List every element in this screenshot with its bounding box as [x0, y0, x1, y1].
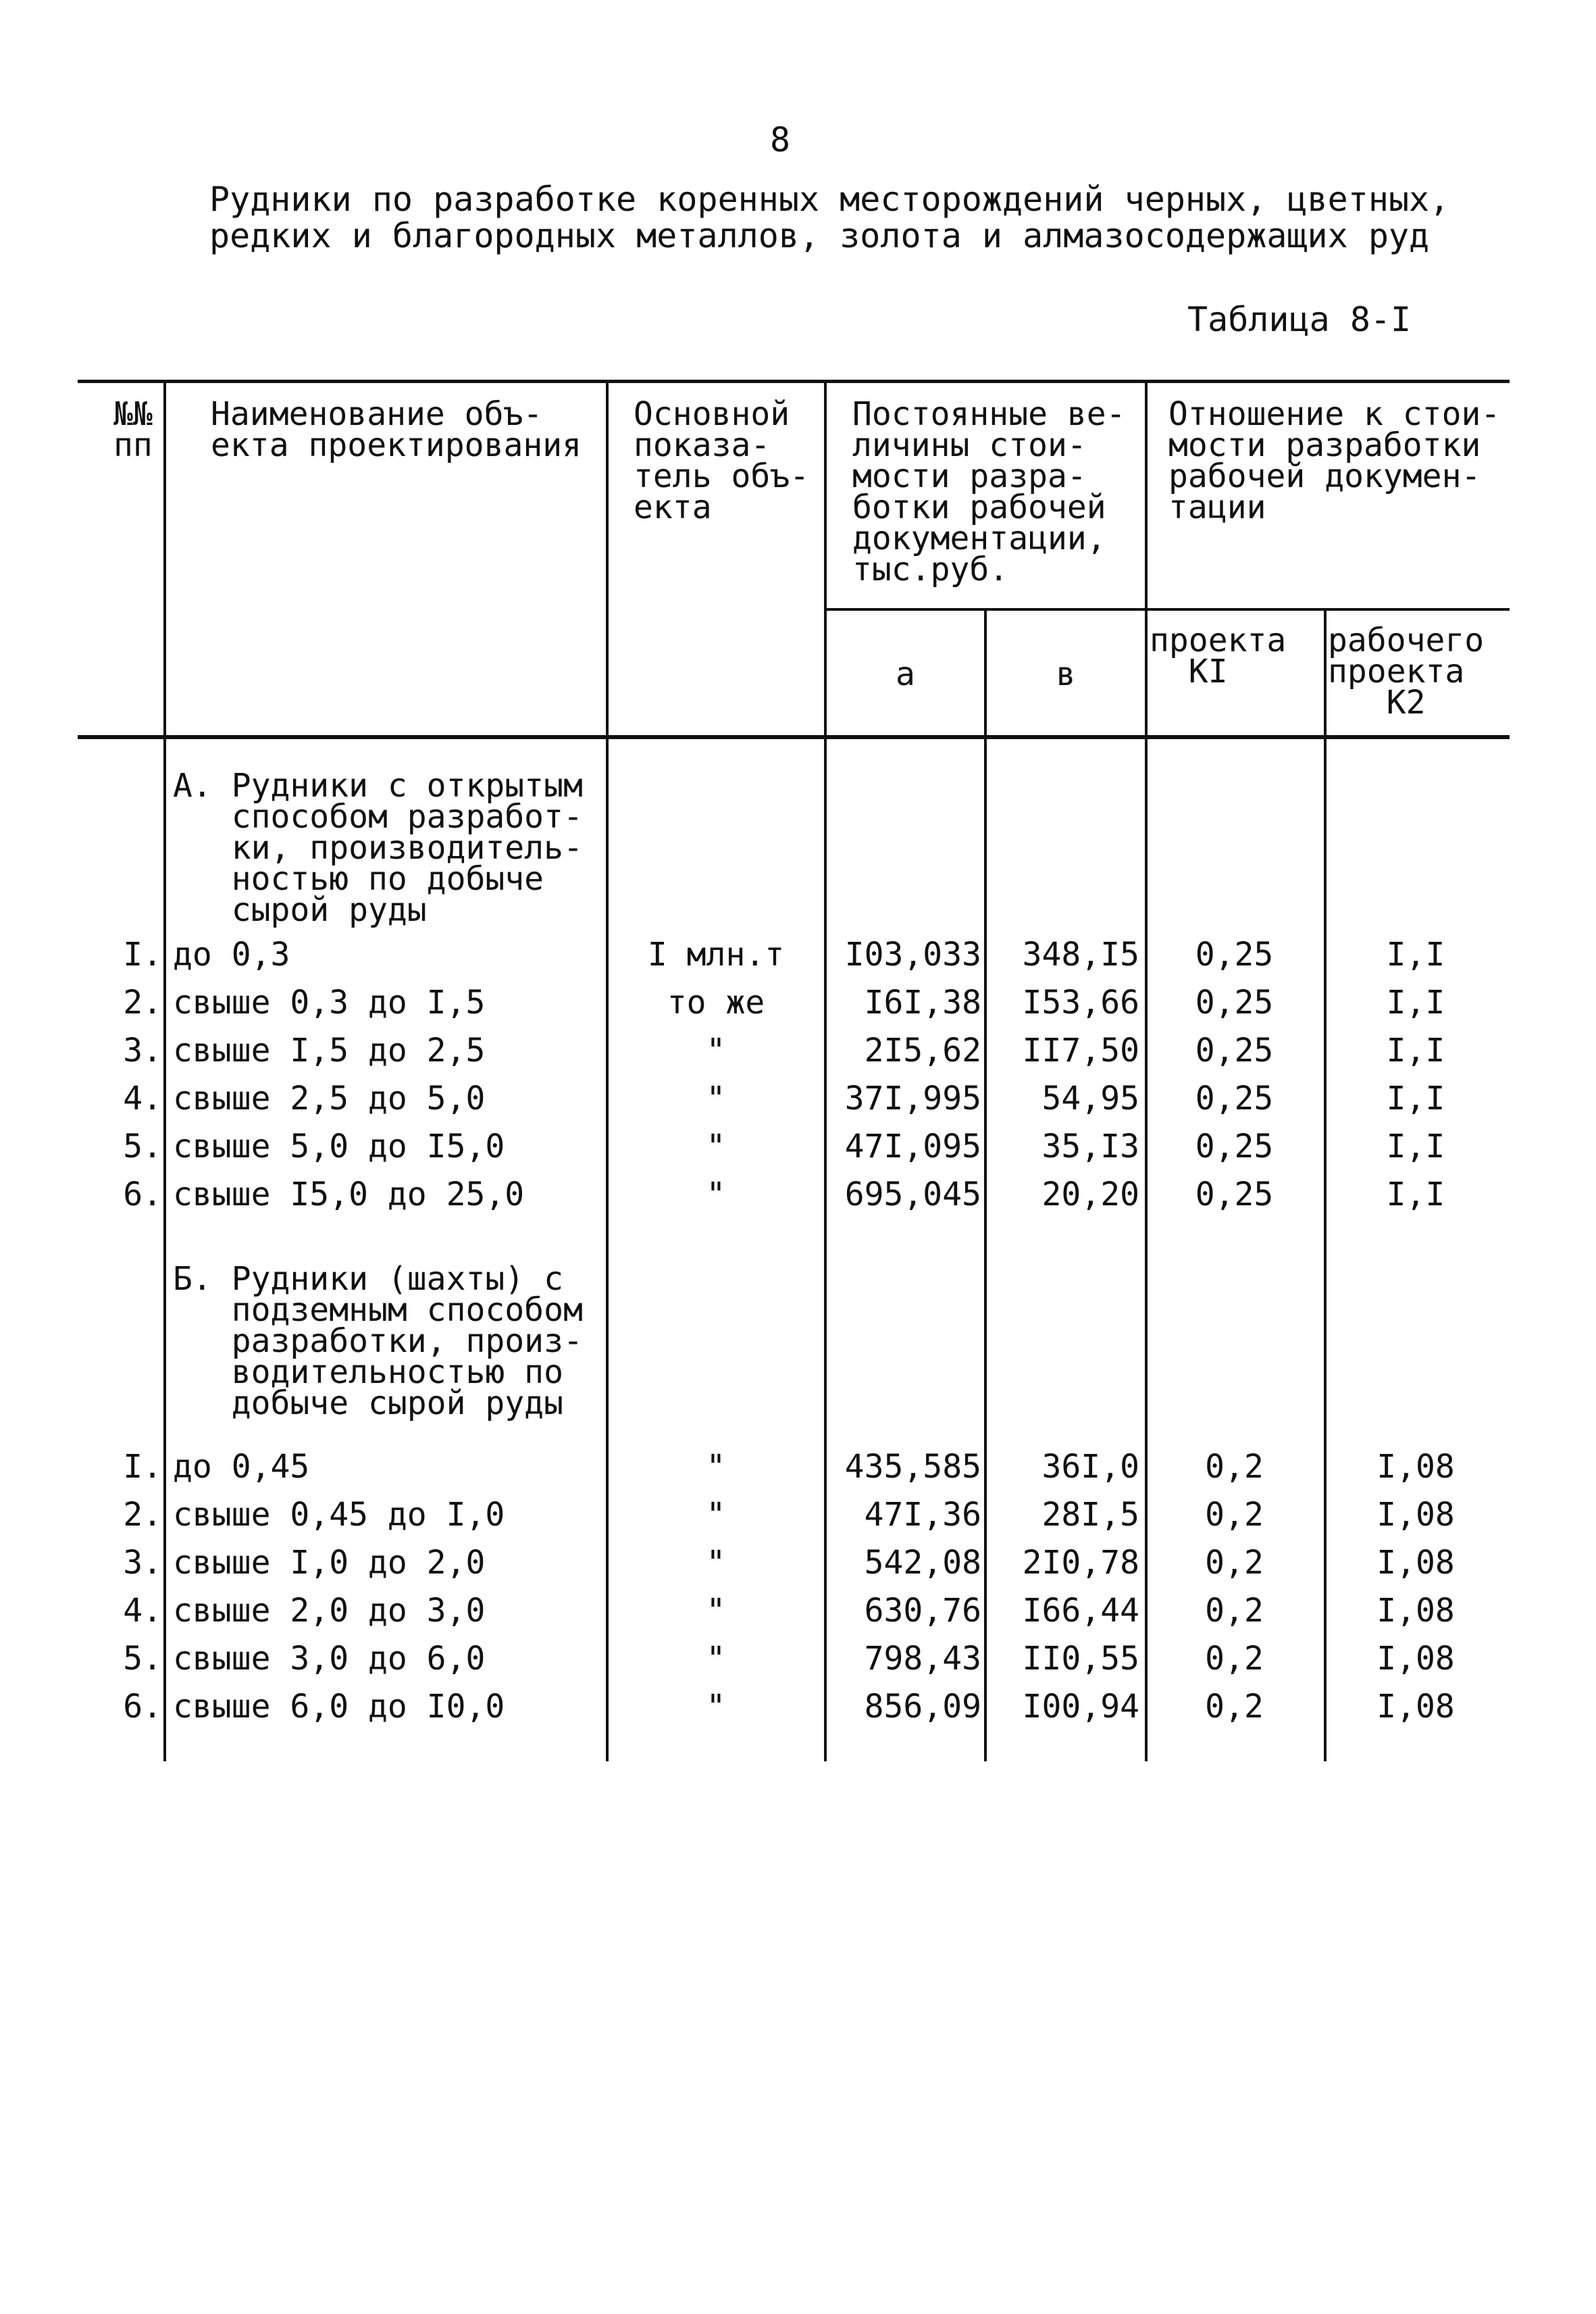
row-indicator: " [706, 1128, 726, 1165]
row-ratio-k1: 0,2 [1205, 1688, 1264, 1726]
row-number: I. [123, 1448, 162, 1486]
row-value-b: 2I0,78 [1022, 1544, 1139, 1582]
row-ratio-k2: I,I [1386, 1080, 1445, 1117]
row-ratio-k2: I,I [1386, 1128, 1445, 1165]
row-indicator: " [706, 1448, 726, 1486]
row-ratio-k2: I,08 [1376, 1544, 1455, 1582]
row-number: I. [123, 936, 162, 974]
row-number: 4. [123, 1592, 162, 1630]
row-number: 2. [123, 984, 162, 1022]
row-ratio-k1: 0,2 [1205, 1640, 1264, 1678]
row-indicator: " [706, 1592, 726, 1630]
title-line-1: Рудники по разработке коренных месторождений черных, цветных, [209, 180, 1450, 219]
row-value-b: 28I,5 [1041, 1496, 1139, 1534]
table-top-rule [78, 380, 1510, 383]
header-object-name: Наименование объ- екта проектирования [211, 395, 582, 464]
row-number: 6. [123, 1176, 162, 1213]
header-constant-values: Постоянные ве- личины стои- мости разра- ботки рабочей документации, тыс.руб. [852, 395, 1126, 588]
row-value-b: 35,I3 [1041, 1128, 1139, 1165]
row-value-a: 798,43 [864, 1640, 981, 1678]
row-value-a: I03,033 [844, 936, 981, 974]
row-object-name: свыше 2,0 до 3,0 [173, 1592, 486, 1630]
row-ratio-k2: I,08 [1376, 1592, 1455, 1630]
col-rule-1 [163, 382, 166, 1761]
row-ratio-k1: 0,25 [1195, 984, 1274, 1022]
col-rule-6 [1324, 609, 1327, 1761]
row-number: 6. [123, 1688, 162, 1726]
row-indicator: " [706, 1496, 726, 1534]
row-object-name: свыше I5,0 до 25,0 [173, 1176, 525, 1213]
row-number: 3. [123, 1032, 162, 1070]
row-ratio-k1: 0,25 [1195, 1176, 1274, 1213]
title-line-2: редких и благородных металлов, золота и алмазосодержащих руд [209, 216, 1430, 255]
row-object-name: свыше 0,45 до I,0 [173, 1496, 505, 1534]
header-number: №№ пп [113, 395, 153, 464]
row-ratio-k1: 0,25 [1195, 936, 1274, 974]
row-number: 3. [123, 1544, 162, 1582]
row-value-a: 47I,36 [864, 1496, 981, 1534]
row-indicator: " [706, 1688, 726, 1726]
row-ratio-k1: 0,2 [1205, 1448, 1264, 1486]
header-main-indicator: Основной показа- тель объ- екта [634, 395, 810, 526]
row-value-b: 54,95 [1041, 1080, 1139, 1117]
row-ratio-k2: I,08 [1376, 1496, 1455, 1534]
row-ratio-k2: I,08 [1376, 1688, 1455, 1726]
row-value-a: 2I5,62 [864, 1032, 981, 1070]
row-indicator: I млн.т [647, 936, 785, 974]
row-value-a: 37I,995 [844, 1080, 981, 1117]
header-cost-ratio: Отношение к стои- мости разработки рабочей докумен- тации [1168, 395, 1501, 526]
row-value-a: 630,76 [864, 1592, 981, 1630]
row-ratio-k2: I,I [1386, 984, 1445, 1022]
row-ratio-k1: 0,25 [1195, 1032, 1274, 1070]
row-value-b: II0,55 [1022, 1640, 1139, 1678]
row-object-name: свыше I,0 до 2,0 [173, 1544, 486, 1582]
row-object-name: свыше 5,0 до I5,0 [173, 1128, 505, 1165]
row-indicator: " [706, 1080, 726, 1117]
page-number: 8 [770, 120, 791, 159]
header-bottom-rule [78, 735, 1510, 739]
col-rule-5 [1145, 382, 1148, 1761]
header-col-a: а [896, 655, 915, 693]
row-indicator: " [706, 1176, 726, 1213]
section-a-title: А. Рудники с открытым способом разработ- ки, производитель- ностью по добыче сырой руды [173, 767, 583, 929]
row-indicator: " [706, 1032, 726, 1070]
row-number: 4. [123, 1080, 162, 1117]
row-value-b: I66,44 [1022, 1592, 1139, 1630]
row-ratio-k2: I,08 [1376, 1448, 1455, 1486]
row-indicator: то же [667, 984, 765, 1022]
row-value-a: 856,09 [864, 1688, 981, 1726]
row-object-name: свыше 0,3 до I,5 [173, 984, 486, 1022]
row-ratio-k1: 0,25 [1195, 1080, 1274, 1117]
row-object-name: до 0,3 [173, 936, 290, 974]
header-col-k2: рабочего проекта К2 [1328, 622, 1485, 722]
row-value-a: 542,08 [864, 1544, 981, 1582]
row-object-name: свыше 6,0 до I0,0 [173, 1688, 505, 1726]
row-value-b: I53,66 [1022, 984, 1139, 1022]
row-ratio-k1: 0,2 [1205, 1496, 1264, 1534]
row-indicator: " [706, 1640, 726, 1678]
header-col-k1: проекта КI [1150, 622, 1287, 690]
row-object-name: свыше 2,5 до 5,0 [173, 1080, 486, 1117]
subheader-rule [826, 608, 1510, 611]
row-value-b: 36I,0 [1041, 1448, 1139, 1486]
row-object-name: до 0,45 [173, 1448, 310, 1486]
row-ratio-k2: I,I [1386, 1176, 1445, 1213]
row-ratio-k1: 0,2 [1205, 1544, 1264, 1582]
row-value-a: I6I,38 [864, 984, 981, 1022]
section-b-title: Б. Рудники (шахты) с подземным способом разработки, произ- водительностью по добыче сырой руды [173, 1260, 583, 1422]
col-rule-2 [606, 382, 609, 1761]
row-ratio-k2: I,I [1386, 936, 1445, 974]
row-value-b: 348,I5 [1022, 936, 1139, 974]
row-number: 2. [123, 1496, 162, 1534]
row-number: 5. [123, 1640, 162, 1678]
row-object-name: свыше 3,0 до 6,0 [173, 1640, 486, 1678]
row-ratio-k2: I,I [1386, 1032, 1445, 1070]
col-rule-4 [984, 609, 987, 1761]
row-value-b: I00,94 [1022, 1688, 1139, 1726]
row-indicator: " [706, 1544, 726, 1582]
row-value-b: II7,50 [1022, 1032, 1139, 1070]
row-value-a: 47I,095 [844, 1128, 981, 1165]
row-ratio-k2: I,08 [1376, 1640, 1455, 1678]
row-value-a: 695,045 [844, 1176, 981, 1213]
header-col-b: в [1056, 655, 1076, 693]
row-ratio-k1: 0,2 [1205, 1592, 1264, 1630]
row-ratio-k1: 0,25 [1195, 1128, 1274, 1165]
row-value-a: 435,585 [844, 1448, 981, 1486]
row-value-b: 20,20 [1041, 1176, 1139, 1213]
col-rule-3 [824, 382, 827, 1761]
row-object-name: свыше I,5 до 2,5 [173, 1032, 486, 1070]
row-number: 5. [123, 1128, 162, 1165]
table-label: Таблица 8-I [1187, 300, 1412, 339]
